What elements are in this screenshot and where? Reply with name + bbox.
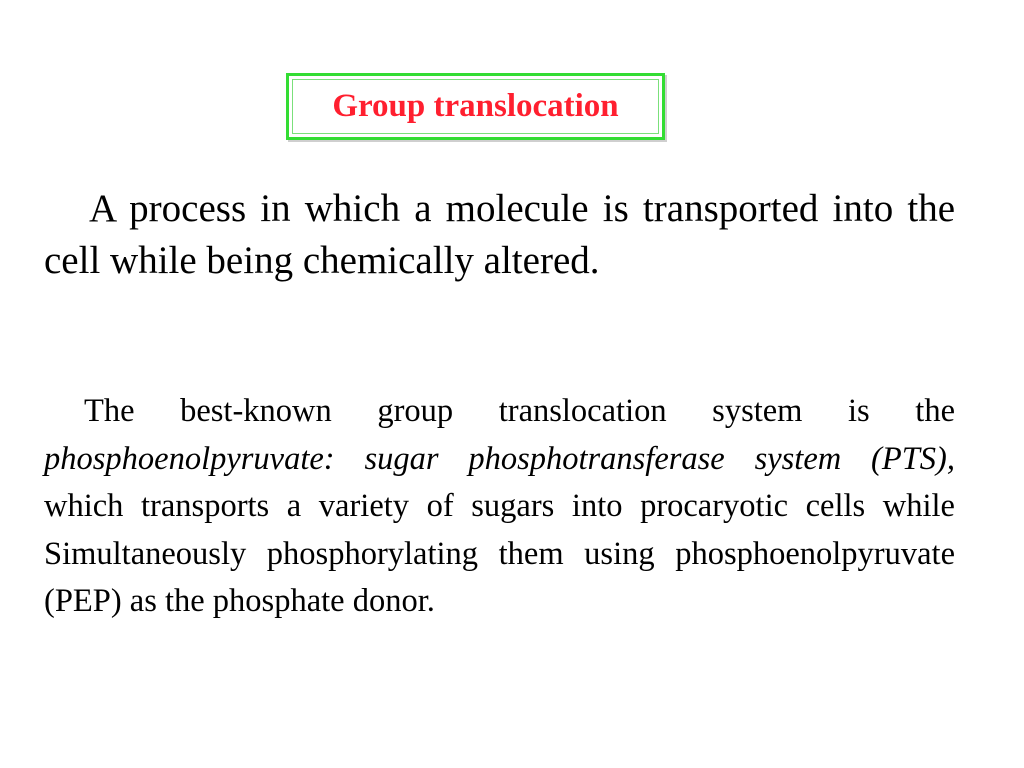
slide-title: Group translocation: [332, 88, 619, 124]
pts-intro-text: The best-known group translocation system is the: [84, 393, 955, 429]
pts-italic-term: phosphoenolpyruvate: sugar phosphotransferase system (PTS),: [44, 440, 955, 477]
definition-paragraph: A process in which a molecule is transported into the cell while being chemically altered.: [44, 187, 955, 282]
pts-paragraph: [44, 388, 955, 626]
title-box: [286, 73, 665, 140]
pts-rest-text: which transports a variety of sugars into procaryotic cells while Simultaneously phosphorylating them using phosphoenolpyruvate (PEP) as the phosphate donor.: [44, 488, 955, 619]
